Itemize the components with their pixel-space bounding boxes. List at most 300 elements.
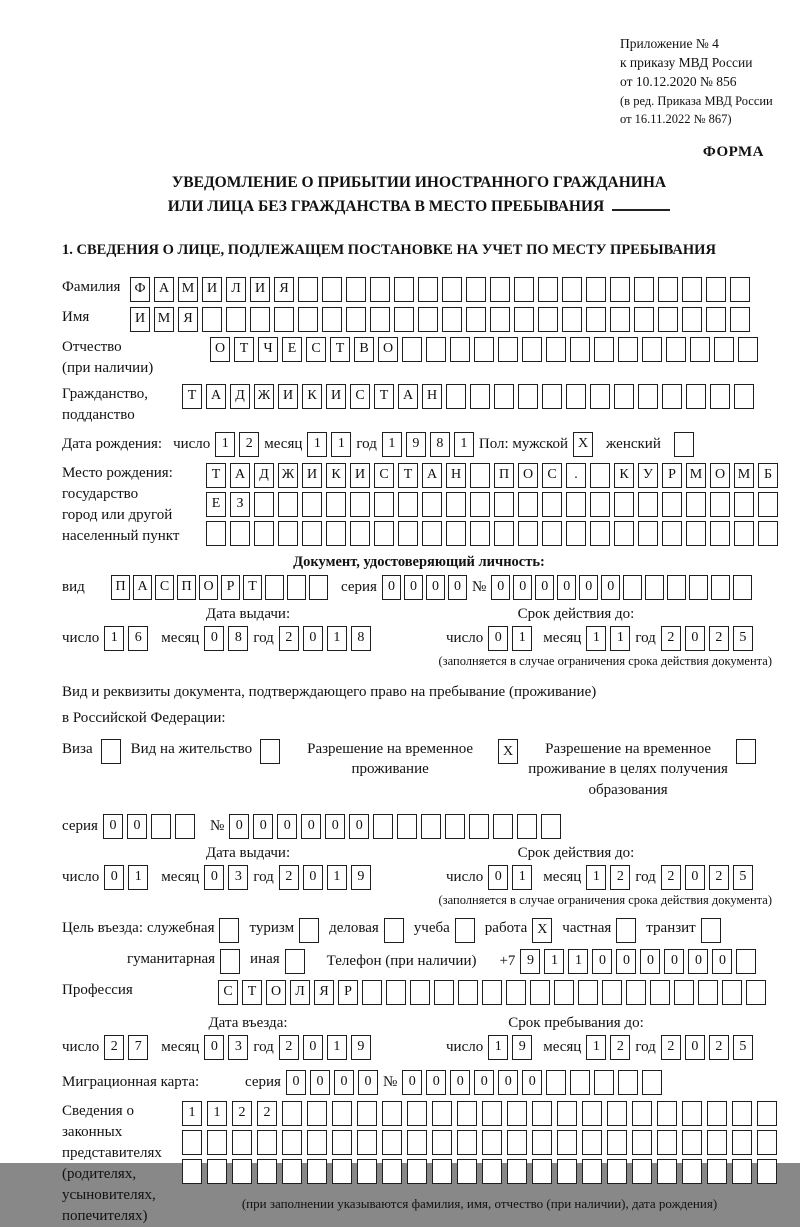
- surname-cell[interactable]: [634, 277, 654, 302]
- staydoc-issue-month-cell[interactable]: 0: [204, 865, 224, 890]
- iddoc-type-cell[interactable]: П: [177, 575, 196, 600]
- citizenship-cell[interactable]: Ж: [254, 384, 274, 409]
- entry-month-cell[interactable]: 0: [204, 1035, 224, 1060]
- surname-cell[interactable]: [682, 277, 702, 302]
- migration-card-number-cell[interactable]: 0: [474, 1070, 494, 1095]
- patronymic-cell[interactable]: [714, 337, 734, 362]
- birthplace-cell[interactable]: [686, 521, 706, 546]
- migration-card-number-cell[interactable]: [570, 1070, 590, 1095]
- representatives-cell[interactable]: [232, 1130, 252, 1155]
- representatives-cell[interactable]: 1: [207, 1101, 227, 1126]
- representatives-cell[interactable]: [582, 1101, 602, 1126]
- firstname-cell[interactable]: [586, 307, 606, 332]
- citizenship-cell[interactable]: [542, 384, 562, 409]
- staydoc-series-cell[interactable]: [151, 814, 171, 839]
- birthplace-cell[interactable]: П: [494, 463, 514, 488]
- citizenship-cell[interactable]: А: [398, 384, 418, 409]
- representatives-cell[interactable]: [282, 1130, 302, 1155]
- representatives-cell[interactable]: [457, 1130, 477, 1155]
- patronymic-cell[interactable]: О: [378, 337, 398, 362]
- birthplace-cell[interactable]: [470, 521, 490, 546]
- birthplace-cell[interactable]: [662, 521, 682, 546]
- checkbox-work[interactable]: X: [532, 918, 552, 943]
- citizenship-cell[interactable]: Т: [182, 384, 202, 409]
- iddoc-series-cell[interactable]: 0: [382, 575, 401, 600]
- birthplace-cell[interactable]: И: [350, 463, 370, 488]
- iddoc-number-cell[interactable]: 0: [579, 575, 598, 600]
- stay-year-cell[interactable]: 2: [661, 1035, 681, 1060]
- birthplace-cell[interactable]: И: [302, 463, 322, 488]
- stay-year-cell[interactable]: 2: [709, 1035, 729, 1060]
- iddoc-issue-year-cell[interactable]: 2: [279, 626, 299, 651]
- phone-cell[interactable]: 0: [664, 949, 684, 974]
- firstname-cell[interactable]: [274, 307, 294, 332]
- representatives-cell[interactable]: [307, 1130, 327, 1155]
- representatives-cell[interactable]: [457, 1159, 477, 1184]
- iddoc-number-cell[interactable]: 0: [491, 575, 510, 600]
- birth-day-cell[interactable]: 1: [215, 432, 235, 457]
- firstname-cell[interactable]: [418, 307, 438, 332]
- citizenship-cell[interactable]: Н: [422, 384, 442, 409]
- iddoc-expiry-month-cell[interactable]: 1: [586, 626, 606, 651]
- patronymic-cell[interactable]: [666, 337, 686, 362]
- citizenship-cell[interactable]: [590, 384, 610, 409]
- checkbox-transit[interactable]: [701, 918, 721, 943]
- representatives-cell[interactable]: [632, 1130, 652, 1155]
- representatives-cell[interactable]: [407, 1159, 427, 1184]
- staydoc-number-cell[interactable]: 0: [301, 814, 321, 839]
- iddoc-issue-year-cell[interactable]: 0: [303, 626, 323, 651]
- profession-cell[interactable]: С: [218, 980, 238, 1005]
- representatives-cell[interactable]: [307, 1101, 327, 1126]
- surname-cell[interactable]: [322, 277, 342, 302]
- patronymic-cell[interactable]: [402, 337, 422, 362]
- birthplace-cell[interactable]: [590, 521, 610, 546]
- firstname-cell[interactable]: [394, 307, 414, 332]
- profession-cell[interactable]: [386, 980, 406, 1005]
- iddoc-number-cell[interactable]: 0: [513, 575, 532, 600]
- representatives-cell[interactable]: [182, 1130, 202, 1155]
- firstname-cell[interactable]: [226, 307, 246, 332]
- surname-cell[interactable]: А: [154, 277, 174, 302]
- birthplace-cell[interactable]: [302, 521, 322, 546]
- stay-year-cell[interactable]: 0: [685, 1035, 705, 1060]
- birth-day-cell[interactable]: 2: [239, 432, 259, 457]
- profession-cell[interactable]: [722, 980, 742, 1005]
- firstname-cell[interactable]: [730, 307, 750, 332]
- iddoc-number-cell[interactable]: [645, 575, 664, 600]
- representatives-cell[interactable]: [332, 1130, 352, 1155]
- firstname-cell[interactable]: [466, 307, 486, 332]
- iddoc-expiry-month-cell[interactable]: 1: [610, 626, 630, 651]
- patronymic-cell[interactable]: [594, 337, 614, 362]
- birthplace-cell[interactable]: [494, 521, 514, 546]
- iddoc-expiry-year-cell[interactable]: 5: [733, 626, 753, 651]
- stay-day-cell[interactable]: 1: [488, 1035, 508, 1060]
- patronymic-cell[interactable]: [642, 337, 662, 362]
- representatives-cell[interactable]: [382, 1130, 402, 1155]
- migration-card-series-cell[interactable]: 0: [358, 1070, 378, 1095]
- staydoc-expiry-year-cell[interactable]: 2: [661, 865, 681, 890]
- representatives-cell[interactable]: [482, 1159, 502, 1184]
- representatives-cell[interactable]: [732, 1101, 752, 1126]
- iddoc-type-cell[interactable]: [309, 575, 328, 600]
- phone-cell[interactable]: 1: [544, 949, 564, 974]
- surname-cell[interactable]: Л: [226, 277, 246, 302]
- representatives-cell[interactable]: [257, 1130, 277, 1155]
- birthplace-cell[interactable]: О: [710, 463, 730, 488]
- firstname-cell[interactable]: И: [130, 307, 150, 332]
- migration-card-number-cell[interactable]: 0: [402, 1070, 422, 1095]
- birthplace-cell[interactable]: [350, 521, 370, 546]
- representatives-cell[interactable]: [657, 1159, 677, 1184]
- profession-cell[interactable]: [482, 980, 502, 1005]
- birthplace-cell[interactable]: [614, 492, 634, 517]
- phone-cell[interactable]: 9: [520, 949, 540, 974]
- profession-cell[interactable]: [434, 980, 454, 1005]
- migration-card-number-cell[interactable]: 0: [522, 1070, 542, 1095]
- staydoc-issue-year-cell[interactable]: 1: [327, 865, 347, 890]
- checkbox-study[interactable]: [455, 918, 475, 943]
- birthplace-cell[interactable]: [422, 492, 442, 517]
- birthplace-cell[interactable]: [206, 521, 226, 546]
- patronymic-cell[interactable]: [570, 337, 590, 362]
- iddoc-issue-day-cell[interactable]: 6: [128, 626, 148, 651]
- representatives-cell[interactable]: [582, 1159, 602, 1184]
- citizenship-cell[interactable]: К: [302, 384, 322, 409]
- stay-month-cell[interactable]: 1: [586, 1035, 606, 1060]
- representatives-cell[interactable]: [507, 1130, 527, 1155]
- patronymic-cell[interactable]: [546, 337, 566, 362]
- iddoc-series-cell[interactable]: 0: [426, 575, 445, 600]
- representatives-cell[interactable]: [607, 1159, 627, 1184]
- staydoc-issue-year-cell[interactable]: 9: [351, 865, 371, 890]
- birthplace-cell[interactable]: Т: [398, 463, 418, 488]
- patronymic-cell[interactable]: [522, 337, 542, 362]
- stay-year-cell[interactable]: 5: [733, 1035, 753, 1060]
- birthplace-cell[interactable]: Т: [206, 463, 226, 488]
- stay-month-cell[interactable]: 2: [610, 1035, 630, 1060]
- checkbox-private[interactable]: [616, 918, 636, 943]
- migration-card-number-cell[interactable]: [642, 1070, 662, 1095]
- surname-cell[interactable]: И: [250, 277, 270, 302]
- staydoc-number-cell[interactable]: 0: [229, 814, 249, 839]
- birthplace-cell[interactable]: [710, 521, 730, 546]
- staydoc-number-cell[interactable]: [541, 814, 561, 839]
- iddoc-number-cell[interactable]: 0: [557, 575, 576, 600]
- staydoc-number-cell[interactable]: [397, 814, 417, 839]
- checkbox-residence-permit[interactable]: [260, 739, 280, 764]
- staydoc-issue-year-cell[interactable]: 2: [279, 865, 299, 890]
- firstname-cell[interactable]: [346, 307, 366, 332]
- birthplace-cell[interactable]: .: [566, 463, 586, 488]
- firstname-cell[interactable]: [634, 307, 654, 332]
- patronymic-cell[interactable]: [618, 337, 638, 362]
- representatives-cell[interactable]: [357, 1159, 377, 1184]
- migration-card-series-cell[interactable]: 0: [334, 1070, 354, 1095]
- citizenship-cell[interactable]: [662, 384, 682, 409]
- birthplace-cell[interactable]: [686, 492, 706, 517]
- entry-year-cell[interactable]: 2: [279, 1035, 299, 1060]
- birthplace-cell[interactable]: У: [638, 463, 658, 488]
- firstname-cell[interactable]: Я: [178, 307, 198, 332]
- representatives-cell[interactable]: [182, 1159, 202, 1184]
- citizenship-cell[interactable]: [494, 384, 514, 409]
- birthplace-cell[interactable]: [326, 492, 346, 517]
- representatives-cell[interactable]: [757, 1130, 777, 1155]
- representatives-cell[interactable]: [482, 1130, 502, 1155]
- birthplace-cell[interactable]: Ж: [278, 463, 298, 488]
- birth-year-cell[interactable]: 9: [406, 432, 426, 457]
- representatives-cell[interactable]: [532, 1159, 552, 1184]
- citizenship-cell[interactable]: [566, 384, 586, 409]
- birthplace-cell[interactable]: Д: [254, 463, 274, 488]
- iddoc-type-cell[interactable]: А: [133, 575, 152, 600]
- birthplace-cell[interactable]: [566, 492, 586, 517]
- staydoc-expiry-year-cell[interactable]: 0: [685, 865, 705, 890]
- iddoc-type-cell[interactable]: [265, 575, 284, 600]
- birthplace-cell[interactable]: Е: [206, 492, 226, 517]
- phone-cell[interactable]: 0: [616, 949, 636, 974]
- migration-card-number-cell[interactable]: 0: [450, 1070, 470, 1095]
- representatives-cell[interactable]: [207, 1130, 227, 1155]
- representatives-cell[interactable]: [282, 1159, 302, 1184]
- firstname-cell[interactable]: [250, 307, 270, 332]
- iddoc-issue-year-cell[interactable]: 1: [327, 626, 347, 651]
- birthplace-cell[interactable]: [254, 492, 274, 517]
- firstname-cell[interactable]: [370, 307, 390, 332]
- birthplace-cell[interactable]: [494, 492, 514, 517]
- representatives-cell[interactable]: [557, 1130, 577, 1155]
- representatives-cell[interactable]: [307, 1159, 327, 1184]
- representatives-cell[interactable]: 1: [182, 1101, 202, 1126]
- citizenship-cell[interactable]: [686, 384, 706, 409]
- birthplace-cell[interactable]: [374, 492, 394, 517]
- profession-cell[interactable]: [674, 980, 694, 1005]
- representatives-cell[interactable]: [407, 1130, 427, 1155]
- staydoc-series-cell[interactable]: 0: [127, 814, 147, 839]
- birthplace-cell[interactable]: [302, 492, 322, 517]
- staydoc-number-cell[interactable]: 0: [349, 814, 369, 839]
- representatives-cell[interactable]: [382, 1159, 402, 1184]
- iddoc-type-cell[interactable]: [287, 575, 306, 600]
- representatives-cell[interactable]: [432, 1159, 452, 1184]
- representatives-cell[interactable]: 2: [232, 1101, 252, 1126]
- representatives-cell[interactable]: [382, 1101, 402, 1126]
- iddoc-expiry-year-cell[interactable]: 2: [709, 626, 729, 651]
- representatives-cell[interactable]: [582, 1130, 602, 1155]
- representatives-cell[interactable]: [682, 1130, 702, 1155]
- phone-cell[interactable]: 0: [712, 949, 732, 974]
- checkbox-humanitarian[interactable]: [220, 949, 240, 974]
- representatives-cell[interactable]: [632, 1101, 652, 1126]
- iddoc-number-cell[interactable]: [711, 575, 730, 600]
- birthplace-cell[interactable]: [638, 521, 658, 546]
- citizenship-cell[interactable]: [518, 384, 538, 409]
- iddoc-number-cell[interactable]: 0: [601, 575, 620, 600]
- entry-year-cell[interactable]: 9: [351, 1035, 371, 1060]
- iddoc-issue-year-cell[interactable]: 8: [351, 626, 371, 651]
- birthplace-cell[interactable]: [422, 521, 442, 546]
- representatives-cell[interactable]: 2: [257, 1101, 277, 1126]
- surname-cell[interactable]: [418, 277, 438, 302]
- profession-cell[interactable]: [554, 980, 574, 1005]
- citizenship-cell[interactable]: А: [206, 384, 226, 409]
- profession-cell[interactable]: [698, 980, 718, 1005]
- birthplace-cell[interactable]: [590, 463, 610, 488]
- patronymic-cell[interactable]: [498, 337, 518, 362]
- representatives-cell[interactable]: [707, 1159, 727, 1184]
- patronymic-cell[interactable]: [450, 337, 470, 362]
- citizenship-cell[interactable]: И: [278, 384, 298, 409]
- profession-cell[interactable]: Л: [290, 980, 310, 1005]
- staydoc-number-cell[interactable]: 0: [253, 814, 273, 839]
- birthplace-cell[interactable]: [278, 492, 298, 517]
- migration-card-number-cell[interactable]: [594, 1070, 614, 1095]
- staydoc-issue-month-cell[interactable]: 3: [228, 865, 248, 890]
- iddoc-type-cell[interactable]: Р: [221, 575, 240, 600]
- representatives-cell[interactable]: [482, 1101, 502, 1126]
- surname-cell[interactable]: [442, 277, 462, 302]
- representatives-cell[interactable]: [432, 1101, 452, 1126]
- profession-cell[interactable]: Я: [314, 980, 334, 1005]
- patronymic-cell[interactable]: О: [210, 337, 230, 362]
- firstname-cell[interactable]: [706, 307, 726, 332]
- iddoc-type-cell[interactable]: Т: [243, 575, 262, 600]
- surname-cell[interactable]: И: [202, 277, 222, 302]
- surname-cell[interactable]: Ф: [130, 277, 150, 302]
- representatives-cell[interactable]: [332, 1101, 352, 1126]
- birthplace-cell[interactable]: М: [686, 463, 706, 488]
- surname-cell[interactable]: [490, 277, 510, 302]
- birthplace-cell[interactable]: [350, 492, 370, 517]
- profession-cell[interactable]: [506, 980, 526, 1005]
- representatives-cell[interactable]: [682, 1101, 702, 1126]
- patronymic-cell[interactable]: [738, 337, 758, 362]
- firstname-cell[interactable]: [682, 307, 702, 332]
- representatives-cell[interactable]: [257, 1159, 277, 1184]
- phone-cell[interactable]: 1: [568, 949, 588, 974]
- firstname-cell[interactable]: [538, 307, 558, 332]
- surname-cell[interactable]: [610, 277, 630, 302]
- surname-cell[interactable]: Я: [274, 277, 294, 302]
- staydoc-number-cell[interactable]: [421, 814, 441, 839]
- iddoc-type-cell[interactable]: О: [199, 575, 218, 600]
- citizenship-cell[interactable]: И: [326, 384, 346, 409]
- staydoc-number-cell[interactable]: [493, 814, 513, 839]
- surname-cell[interactable]: [514, 277, 534, 302]
- patronymic-cell[interactable]: [426, 337, 446, 362]
- representatives-cell[interactable]: [657, 1101, 677, 1126]
- representatives-cell[interactable]: [707, 1130, 727, 1155]
- representatives-cell[interactable]: [607, 1101, 627, 1126]
- birthplace-cell[interactable]: [758, 521, 778, 546]
- iddoc-type-cell[interactable]: П: [111, 575, 130, 600]
- iddoc-expiry-year-cell[interactable]: 2: [661, 626, 681, 651]
- birthplace-cell[interactable]: [758, 492, 778, 517]
- representatives-cell[interactable]: [507, 1159, 527, 1184]
- birth-year-cell[interactable]: 1: [382, 432, 402, 457]
- firstname-cell[interactable]: [322, 307, 342, 332]
- birthplace-cell[interactable]: [614, 521, 634, 546]
- surname-cell[interactable]: [730, 277, 750, 302]
- birthplace-cell[interactable]: А: [422, 463, 442, 488]
- iddoc-series-cell[interactable]: 0: [448, 575, 467, 600]
- birthplace-cell[interactable]: М: [734, 463, 754, 488]
- representatives-cell[interactable]: [607, 1130, 627, 1155]
- patronymic-cell[interactable]: С: [306, 337, 326, 362]
- staydoc-number-cell[interactable]: 0: [277, 814, 297, 839]
- firstname-cell[interactable]: [562, 307, 582, 332]
- iddoc-expiry-day-cell[interactable]: 0: [488, 626, 508, 651]
- surname-cell[interactable]: М: [178, 277, 198, 302]
- birth-month-cell[interactable]: 1: [331, 432, 351, 457]
- representatives-cell[interactable]: [407, 1101, 427, 1126]
- birthplace-cell[interactable]: Н: [446, 463, 466, 488]
- phone-cell[interactable]: [736, 949, 756, 974]
- birthplace-cell[interactable]: [590, 492, 610, 517]
- birthplace-cell[interactable]: [638, 492, 658, 517]
- staydoc-issue-day-cell[interactable]: 0: [104, 865, 124, 890]
- sex-male-checkbox-cell[interactable]: X: [573, 432, 593, 457]
- patronymic-cell[interactable]: Е: [282, 337, 302, 362]
- citizenship-cell[interactable]: [470, 384, 490, 409]
- staydoc-expiry-year-cell[interactable]: 2: [709, 865, 729, 890]
- firstname-cell[interactable]: [658, 307, 678, 332]
- checkbox-tourism[interactable]: [299, 918, 319, 943]
- birthplace-cell[interactable]: К: [614, 463, 634, 488]
- migration-card-number-cell[interactable]: [618, 1070, 638, 1095]
- phone-cell[interactable]: 0: [640, 949, 660, 974]
- entry-day-cell[interactable]: 7: [128, 1035, 148, 1060]
- birthplace-cell[interactable]: [446, 521, 466, 546]
- checkbox-business[interactable]: [384, 918, 404, 943]
- migration-card-number-cell[interactable]: 0: [498, 1070, 518, 1095]
- patronymic-cell[interactable]: В: [354, 337, 374, 362]
- migration-card-number-cell[interactable]: [546, 1070, 566, 1095]
- staydoc-expiry-day-cell[interactable]: 0: [488, 865, 508, 890]
- representatives-cell[interactable]: [232, 1159, 252, 1184]
- sex-female-checkbox-cell[interactable]: [674, 432, 694, 457]
- surname-cell[interactable]: [586, 277, 606, 302]
- entry-year-cell[interactable]: 0: [303, 1035, 323, 1060]
- staydoc-series-cell[interactable]: [175, 814, 195, 839]
- representatives-cell[interactable]: [532, 1101, 552, 1126]
- profession-cell[interactable]: [602, 980, 622, 1005]
- birthplace-cell[interactable]: А: [230, 463, 250, 488]
- checkbox-other[interactable]: [285, 949, 305, 974]
- citizenship-cell[interactable]: Т: [374, 384, 394, 409]
- representatives-cell[interactable]: [732, 1159, 752, 1184]
- representatives-cell[interactable]: [357, 1130, 377, 1155]
- patronymic-cell[interactable]: [474, 337, 494, 362]
- citizenship-cell[interactable]: [710, 384, 730, 409]
- firstname-cell[interactable]: [490, 307, 510, 332]
- migration-card-series-cell[interactable]: 0: [286, 1070, 306, 1095]
- iddoc-type-cell[interactable]: С: [155, 575, 174, 600]
- birthplace-cell[interactable]: Р: [662, 463, 682, 488]
- birthplace-cell[interactable]: [398, 492, 418, 517]
- stay-day-cell[interactable]: 9: [512, 1035, 532, 1060]
- iddoc-series-cell[interactable]: 0: [404, 575, 423, 600]
- checkbox-visa[interactable]: [101, 739, 121, 764]
- profession-cell[interactable]: [410, 980, 430, 1005]
- surname-cell[interactable]: [394, 277, 414, 302]
- representatives-cell[interactable]: [282, 1101, 302, 1126]
- birthplace-cell[interactable]: [470, 492, 490, 517]
- firstname-cell[interactable]: [514, 307, 534, 332]
- staydoc-expiry-year-cell[interactable]: 5: [733, 865, 753, 890]
